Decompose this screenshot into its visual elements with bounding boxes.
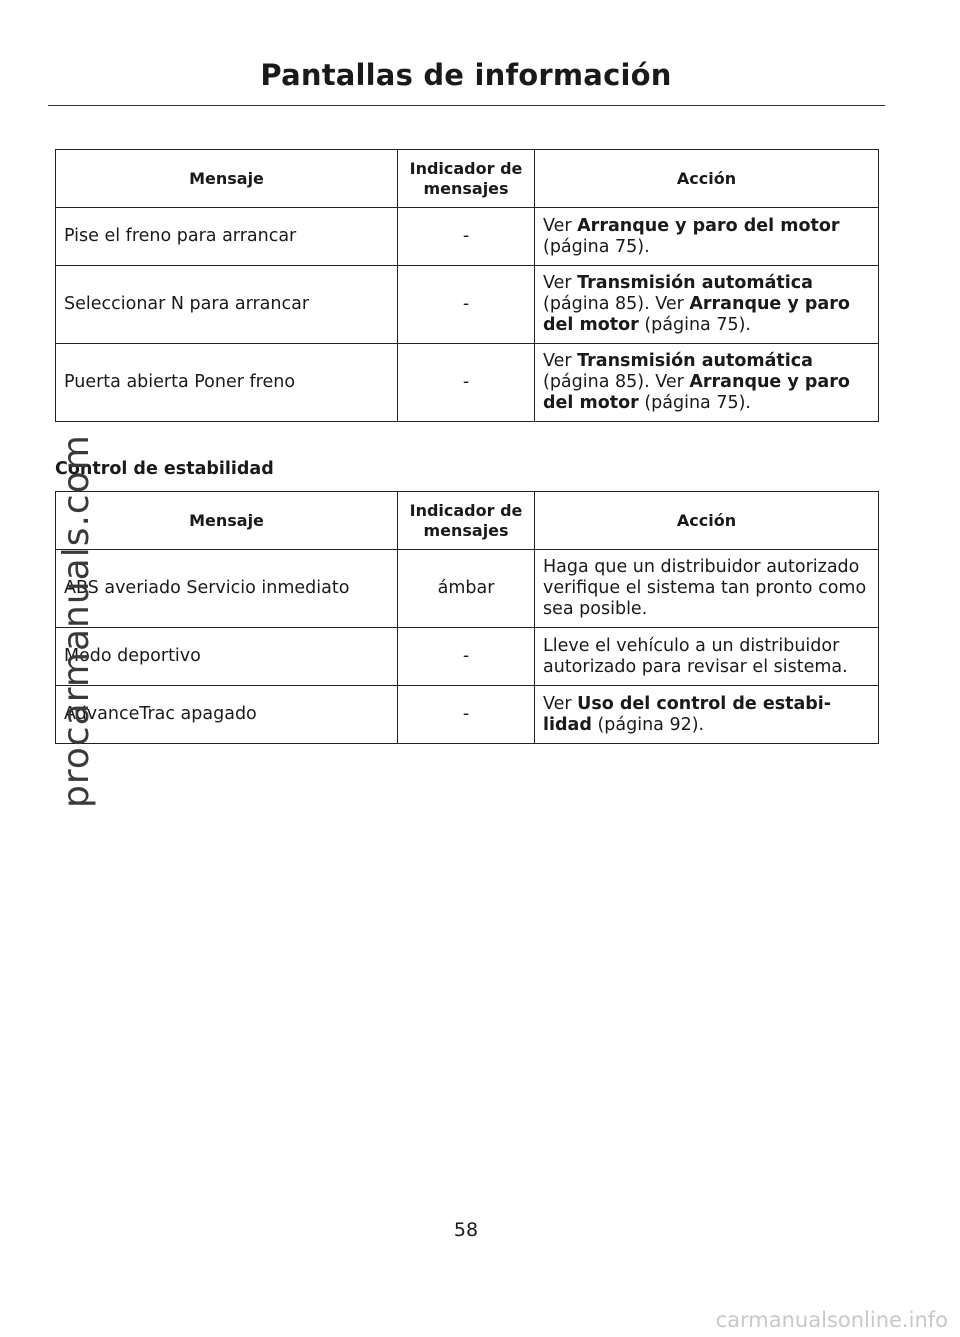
page-title: Pantallas de información (260, 58, 672, 92)
page-number: 58 (453, 1219, 479, 1241)
cell-mensaje: Pise el freno para arrancar (56, 208, 398, 266)
header-mensaje: Mensaje (56, 150, 398, 208)
table-row (56, 686, 879, 744)
cell-mensaje: Modo deportivo (56, 628, 398, 686)
cell-indicador: ámbar (398, 550, 535, 628)
cell-indicador: - (398, 344, 535, 422)
cell-indicador: - (398, 628, 535, 686)
cell-indicador: - (398, 686, 535, 744)
cell-accion: Ver Arranque y paro del motor (página 75). (535, 208, 879, 266)
section-heading: Control de estabilidad (55, 459, 274, 479)
header-accion: Acción (535, 492, 879, 550)
table-row (56, 266, 879, 344)
cell-indicador: - (398, 266, 535, 344)
cell-mensaje: Puerta abierta Poner freno (56, 344, 398, 422)
header-mensaje: Mensaje (56, 492, 398, 550)
cell-accion: Haga que un distribuidor autorizado verifique el sistema tan pronto como sea posible. (535, 550, 879, 628)
cell-accion: Ver Uso del control de estabi-lidad (página 92). (535, 686, 879, 744)
cell-accion: Ver Transmisión automática (página 85). Ver Arranque y paro del motor (página 75). (535, 344, 879, 422)
title-divider (48, 105, 885, 106)
table-row (56, 550, 879, 628)
cell-accion: Ver Transmisión automática (página 85). Ver Arranque y paro del motor (página 75). (535, 266, 879, 344)
header-indicador: Indicador de mensajes (398, 492, 535, 550)
footer-brand: carmanualsonline.info (715, 1308, 948, 1332)
watermark: procarmanuals.com (56, 434, 97, 808)
cell-mensaje: Seleccionar N para arrancar (56, 266, 398, 344)
cell-mensaje: AdvanceTrac apagado (56, 686, 398, 744)
table-row (56, 628, 879, 686)
header-accion: Acción (535, 150, 879, 208)
stability-table (55, 491, 879, 744)
cell-indicador: - (398, 208, 535, 266)
cell-accion: Lleve el vehículo a un distribuidor autorizado para revisar el sistema. (535, 628, 879, 686)
cell-mensaje: ABS averiado Servicio inmediato (56, 550, 398, 628)
table-row (56, 344, 879, 422)
messages-table (55, 149, 879, 422)
header-indicador: Indicador de mensajes (398, 150, 535, 208)
table-row (56, 208, 879, 266)
